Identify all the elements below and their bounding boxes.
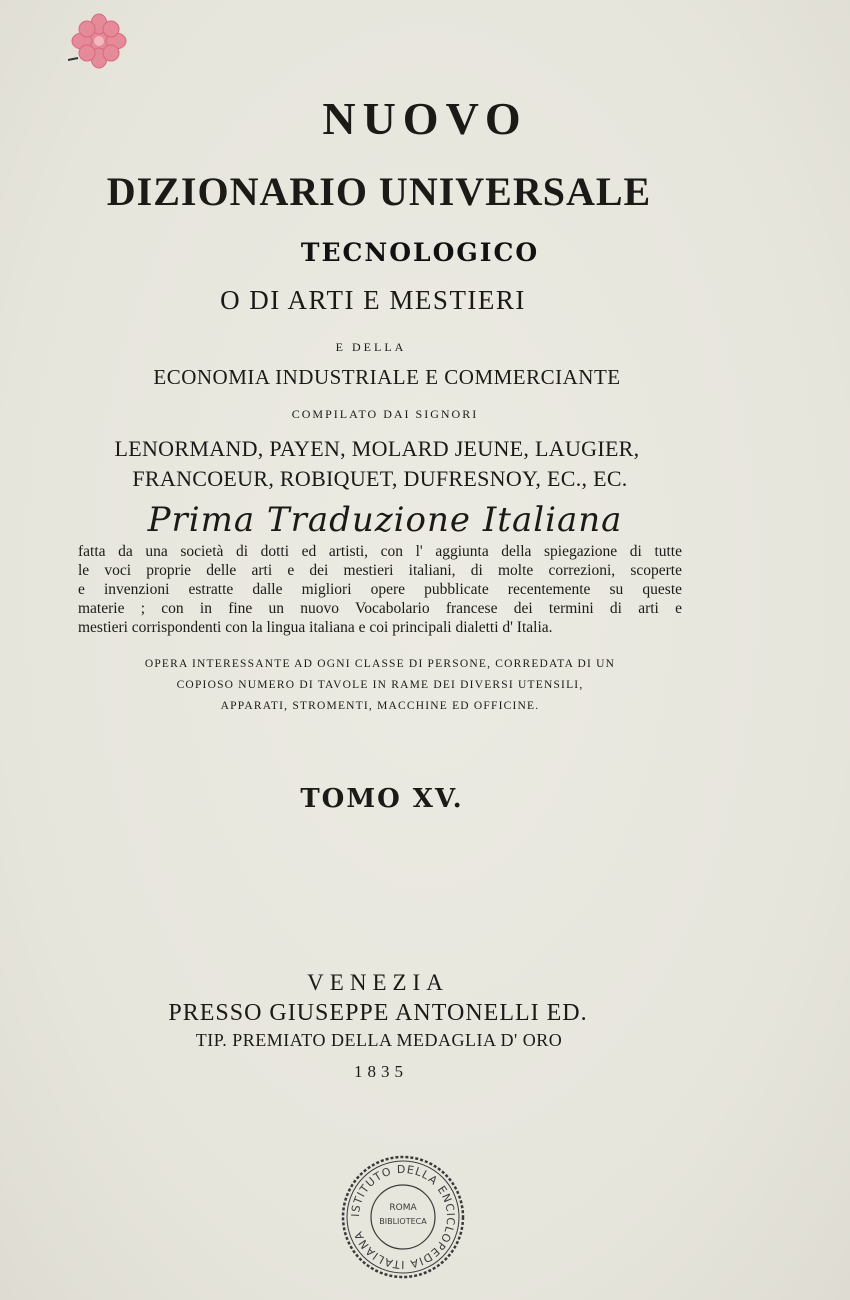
imprint-city: VENEZIA bbox=[307, 970, 449, 995]
volume-number: TOMO XV. bbox=[300, 784, 464, 814]
library-stamp-icon bbox=[338, 1152, 468, 1282]
opera-line: APPARATI, STROMENTI, MACCHINE ED OFFICINE. bbox=[220, 700, 540, 712]
svg-text:BIBLIOTECA: BIBLIOTECA bbox=[379, 1217, 427, 1226]
description-paragraph bbox=[78, 542, 682, 637]
description-line: le voci proprie delle arti e dei mestieri italiani, di molte correzioni, scoperte bbox=[78, 562, 682, 579]
title-line-compilato: COMPILATO DAI SIGNORI bbox=[291, 407, 479, 421]
title-line-nuovo: NUOVO bbox=[322, 93, 528, 144]
title-line-tecnologico: TECNOLOGICO bbox=[300, 238, 540, 267]
description-line: materie ; con in fine un nuovo Vocabolario francese dei termini di arti e bbox=[78, 600, 682, 617]
title-line-dizionario: DIZIONARIO UNIVERSALE bbox=[106, 169, 652, 214]
opera-line: OPERA INTERESSANTE AD OGNI CLASSE DI PERSONE, CORREDATA DI UN bbox=[144, 658, 616, 670]
imprint-press: TIP. PREMIATO DELLA MEDAGLIA D' ORO bbox=[195, 1030, 563, 1050]
opera-line: COPIOSO NUMERO DI TAVOLE IN RAME DEI DIVERSI UTENSILI, bbox=[176, 679, 584, 691]
title-line-e-della: E DELLA bbox=[335, 340, 407, 354]
rose-seal-icon bbox=[68, 10, 130, 72]
imprint-publisher: PRESSO GIUSEPPE ANTONELLI ED. bbox=[168, 1000, 588, 1026]
imprint-year: 1835 bbox=[354, 1062, 408, 1081]
description-line: e invenzioni estratte dalle migliori opere pubblicate recentemente su queste bbox=[78, 581, 682, 598]
title-line-arti-mestieri: O DI ARTI E MESTIERI bbox=[220, 285, 526, 315]
svg-text:ROMA: ROMA bbox=[389, 1203, 417, 1213]
authors-line-1: LENORMAND, PAYEN, MOLARD JEUNE, LAUGIER, bbox=[114, 436, 640, 461]
opera-notice bbox=[120, 654, 640, 717]
authors-line-2: FRANCOEUR, ROBIQUET, DUFRESNOY, EC., EC. bbox=[132, 466, 628, 491]
title-line-economia: ECONOMIA INDUSTRIALE E COMMERCIANTE bbox=[153, 365, 621, 389]
svg-text:ISTITUTO DELLA ENCICLOPEDIA IT: ISTITUTO DELLA ENCICLOPEDIA ITALIANA bbox=[348, 1162, 458, 1272]
description-line: mestieri corrispondenti con la lingua italiana e coi principali dialetti d' Italia. bbox=[78, 619, 553, 636]
description-line: fatta da una società di dotti ed artisti, con l' aggiunta della spiegazione di tutte bbox=[78, 543, 682, 560]
subtitle-prima-traduzione: Prima Traduzione Italiana bbox=[147, 500, 623, 540]
